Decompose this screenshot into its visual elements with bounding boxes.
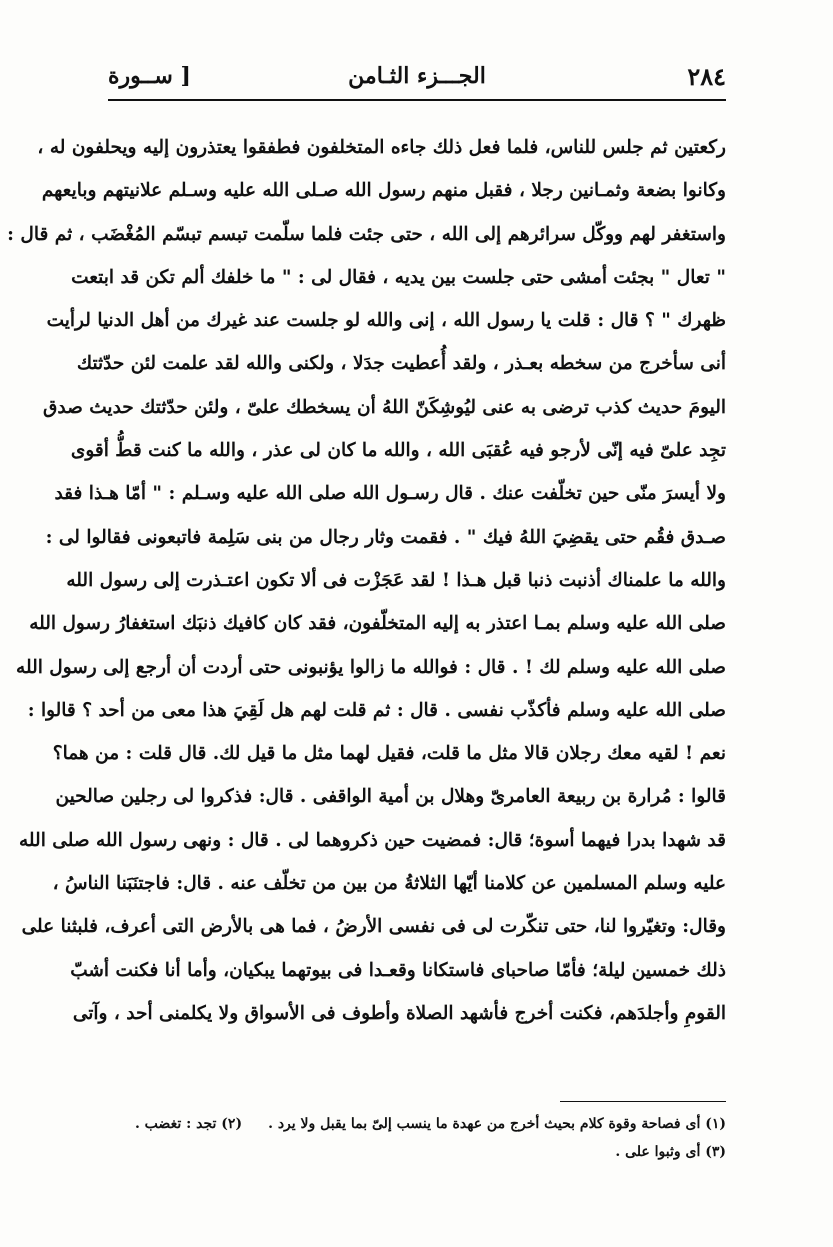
footnotes [108, 1110, 726, 1166]
text-line: صلى الله عليه وسلم بمـا اعتذر به إليه المتخلّفون، فقد كان كافيك ذنبَك استغفارُ رسول الله [29, 613, 726, 635]
text-line: ولا أيسرَ منّى حين تخلّفت عنك . قال رسـول الله صلى الله عليه وسـلم : " أمّا هـذا فقد [54, 483, 726, 505]
surah-label: [ ســورة [108, 63, 191, 89]
text-line: صـدق فقُم حتى يقضِيَ اللهُ فيك " . فقمت وثار رجال من بنى سَلِمة فاتبعونى فقالوا لى : [45, 526, 726, 548]
running-head: الجـــزء الثـامن [348, 63, 486, 89]
page-header [108, 58, 726, 94]
text-line: صلى الله عليه وسلم فأكذّب نفسى . قال : ثم قلت لهم هل لَقِيَ هذا معى من أحد ؟ قالوا : [27, 699, 726, 721]
text-line: اليومَ حديث كذب ترضى به عنى ليُوشِكَنّ اللهُ أن يسخطك علىّ ، ولئن حدّثتك حديث صدق [43, 396, 726, 418]
footnote-line [108, 1110, 726, 1138]
text-line: قالوا : مُرارة بن ربيعة العامرىّ وهلال بن أمية الواقفى . قال: فذكروا لى رجلين صالحين [55, 786, 726, 808]
text-line: نعم ! لقيه معك رجلان قالا مثل ما قلت، فقيل لهما مثل ما قيل لك. قال قلت : من هما؟ [52, 743, 726, 765]
text-line: ذلك خمسين ليلة؛ فأمّا صاحباى فاستكانا وقعـدا فى بيوتهما يبكيان، وأما أنا فكنت أشبّ [70, 959, 726, 981]
text-line: والله ما علمناك أذنبت ذنبا قبل هـذا ! لقد عَجَزْت فى ألا تكون اعتـذرت إلى رسول الله [66, 569, 726, 591]
text-line: " تعال " بجئت أمشى حتى جلست بين يديه ، فقال لى : " ما خلفك ألم تكن قد ابتعت [71, 266, 726, 288]
text-line: أنى سأخرج من سخطه بعـذر ، ولقد أُعطيت جدَلا ، ولكنى والله لقد علمت لئن حدّثتك [76, 353, 726, 375]
text-line: قد شهدا بدرا فيهما أسوة؛ قال: فمضيت حين ذكروهما لى . قال : ونهى رسول الله صلى الله [19, 829, 726, 851]
body-text [7, 126, 726, 1035]
footnote-1: (١) أى فصاحة وقوة كلام بحيث أخرج من عهدة ما ينسب إلىّ بما يقبل ولا يرد . [268, 1116, 726, 1132]
header-rule [108, 99, 726, 101]
text-line: تجِد علىّ فيه إنّى لأرجو فيه عُقبَى الله ، والله ما كان لى عذر ، والله ما كنت قطُّ أقوى [70, 440, 726, 462]
text-line: صلى الله عليه وسلم لك ! . قال : فوالله ما زالوا يؤنبونى حتى أردت أن أرجع إلى رسول الله [16, 656, 726, 678]
text-line: عليه وسلم المسلمين عن كلامنا أيّها الثلاثةُ من بين من تخلّف عنه . قال: فاجتنَبَنا الناسُ ، [52, 873, 726, 895]
text-line: ظهرك " ؟ قال : قلت يا رسول الله ، إنى والله لو جلست عند غيرك من أهل الدنيا لرأيت [46, 310, 726, 332]
footnote-line [108, 1138, 726, 1166]
text-line: ركعتين ثم جلس للناس، فلما فعل ذلك جاءه المتخلفون فطفقوا يعتذرون إليه ويحلفون له ، [37, 137, 726, 158]
text-line: وقال: وتغيّروا لنا، حتى تنكّرت لى فى نفسى الأرضُ ، فما هى بالأرض التى أعرف، فلبثنا على [21, 916, 726, 938]
text-line: القومِ وأجلدَهم، فكنت أخرج فأشهد الصلاة وأطوف فى الأسواق ولا يكلمنى أحد ، وآتى [72, 1002, 726, 1024]
text-line: وكانوا بضعة وثمـانين رجلا ، فقبل منهم رسول الله صـلى الله عليه وسـلم علانيتهم وبايعهم [41, 180, 726, 202]
text-line: واستغفر لهم ووكّل سرائرهم إلى الله ، حتى جئت فلما سلّمت تبسم تبسّم المُغْضَب ، ثم قال : [7, 223, 726, 245]
footnote-rule [560, 1101, 726, 1102]
footnote-2: (٢) تجد : تغضب . [134, 1116, 243, 1132]
footnote-3: (٣) أى وثبوا على . [615, 1144, 726, 1160]
page-number: ٢٨٤ [687, 61, 726, 91]
